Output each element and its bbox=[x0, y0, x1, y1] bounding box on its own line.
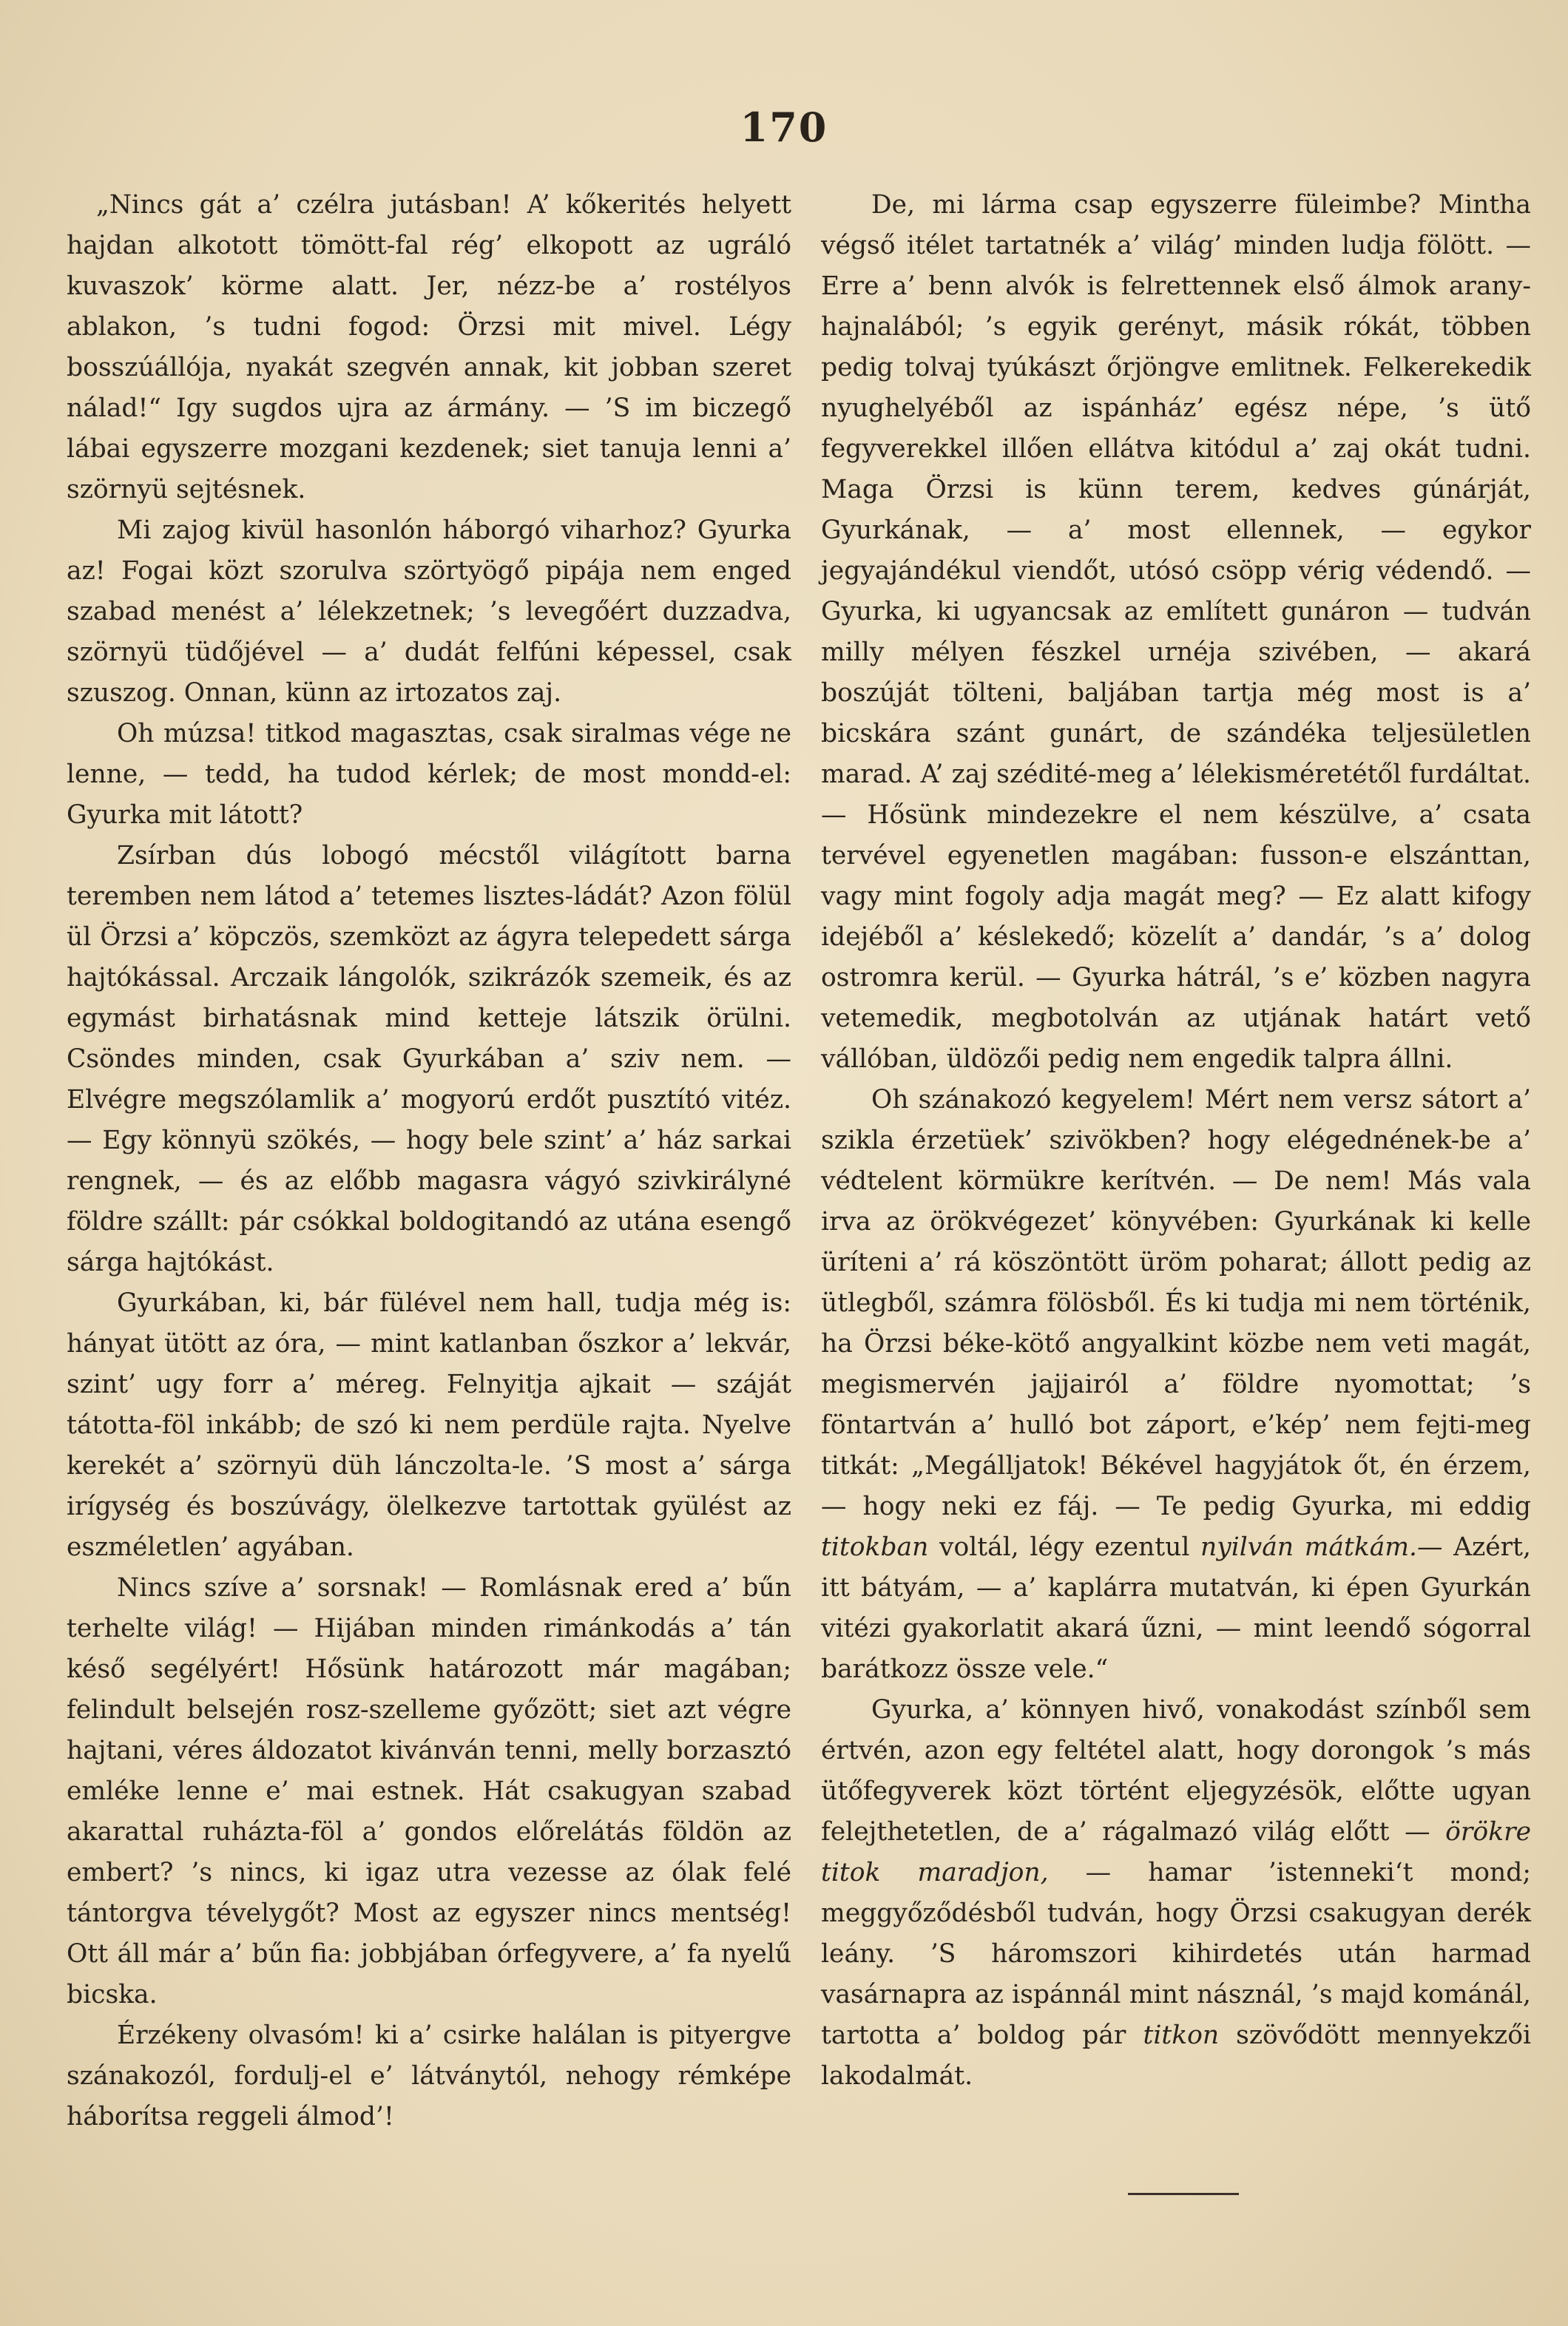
paragraph-text: szövődött mennyekzői lakodalmát. bbox=[821, 2021, 1532, 2091]
paragraph: Érzékeny olvasóm! ki a’ csirke halálan is pityergve szánakozól, fordulj-el e’ látványtól, nehogy rémképe háborítsa reggeli álmod’! bbox=[67, 2021, 791, 2131]
paragraph: Zsírban dús lobogó mécstől világított barna teremben nem látod a’ tetemes lisztes-ládát? Azon fölül ül Örzsi a’ köpczös, szemközt az ágyra telepedett sárga hajtókással. Arczaik lángolók, szikrázók szemeik, és az egymást birhatásnak mind ketteje látszik örülni. Csöndes minden, csak Gyurkában a’ sziv nem. — Elvégre megszólamlik a’ mogyorú erdőt pusztító vitéz. — Egy könnyü szökés, — hogy bele szint’ a’ ház sarkai rengnek, — és az előbb magasra vágyó szivkirályné földre szállt: pár csókkal boldogitandó az utána esengő sárga hajtókást. bbox=[67, 841, 791, 1277]
right-column bbox=[821, 185, 1531, 2097]
italic-word: nyilván mátkám. bbox=[1200, 1532, 1418, 1562]
left-column bbox=[67, 185, 791, 2137]
paragraph: „Nincs gát a’ czélra jutásban! A’ kőkerités helyett hajdan alkotott tömött-fal rég’ elkopott az ugráló kuvaszok’ körme alatt. Jer, nézz-be a’ rostélyos ablakon, ’s tudni fogod: Örzsi mit mivel. Légy bosszúállója, nyakát szegvén annak, kit jobban szeret nálad!“ Igy sugdos ujra az ármány. — ’S im biczegő lábai egyszerre mozgani kezdenek; siet tanuja lenni a’ szörnyü sejtésnek. bbox=[67, 190, 791, 504]
paragraph-text: — hamar ’istenneki‘t mond; meggyőződésből tudván, hogy Örzsi csakugyan derék leány. ’S háromszori kihirdetés után harmad vasárnapra az ispánnál mint násznál, ’s majd kománál, tartotta a’ boldog pár bbox=[821, 1858, 1531, 2050]
end-rule bbox=[1128, 2193, 1239, 2195]
paragraph: De, mi lárma csap egyszerre füleimbe? Mintha végső itélet tartatnék a’ világ’ minden ludja fölött. — Erre a’ benn alvók is felrettennek első álmok arany-hajnalából; ’s egyik gerényt, másik rókát, többen pedig tolvaj tyúkászt őrjöngve emlitnek. Felkerekedik nyughelyéből az ispánház’ egész népe, ’s ütő fegyverekkel illően ellátva kitódul a’ zaj okát tudni. Maga Örzsi is künn terem, kedves gúnárját, Gyurkának, — a’ most ellennek, — egykor jegyajándékul viendőt, utósó csöpp vérig védendő. — Gyurka, ki ugyancsak az említett gunáron — tudván milly mélyen fészkel urnéja szivében, — akará boszúját tölteni, baljában tartja még most is a’ bicskára szánt gunárt, de szándéka teljesületlen marad. A’ zaj szédité-meg a’ lélekisméretétől furdáltat. — Hősünk mindezekre el nem készülve, a’ csata tervével egyenetlen magában: fusson-e elszánttan, vagy mint fogoly adja magát meg? — Ez alatt kifogy idejéből a’ késlekedő; közelít a’ dandár, ’s a’ dolog ostromra kerül. — Gyurka hátrál, ’s e’ közben nagyra vetemedik, megbotolván az utjának határt vető vállóban, üldözői pedig nem engedik talpra állni. bbox=[821, 190, 1531, 1074]
paragraph-text: Oh szánakozó kegyelem! Mért nem versz sátort a’ szikla érzetüek’ szivökben? hogy elégednének-be a’ védtelent körmükre kerítvén. — De nem! Más vala irva az örökvégezet’ könyvében: Gyurkának ki kelle üríteni a’ rá köszöntött üröm poharat; állott pedig az ütlegből, számra fölösből. És ki tudja mi nem történik, ha Örzsi béke-kötő angyalkint közbe nem veti magát, megismervén jajjairól a’ földre nyomottat; ’s föntartván a’ hulló bot záport, e’kép’ nem fejti-meg titkát: „Megálljatok! Békével hagyjátok őt, én érzem, — hogy neki ez fáj. — Te pedig Gyurka, mi eddig bbox=[821, 1085, 1531, 1521]
italic-word: titkon bbox=[1143, 2021, 1220, 2050]
italic-word: titokban bbox=[821, 1532, 929, 1562]
paragraph-text: — Azért, itt bátyám, — a’ kaplárra mutatván, ki épen Gyurkán vitézi gyakorlatit akará űzni, — mint leendő sógorral barátkozz össze vele.“ bbox=[821, 1532, 1532, 1684]
paragraph-text: Gyurka, a’ könnyen hivő, vonakodást színből sem értvén, azon egy feltétel alatt, hogy dorongok ’s más ütőfegyverek közt történt eljegyzésök, előtte ugyan felejthetetlen, de a’ rágalmazó világ előtt — bbox=[821, 1695, 1531, 1847]
italic-phrase: örökre titok maradjon, bbox=[821, 1817, 1532, 1887]
paragraph: Oh múzsa! titkod magasztas, csak siralmas vége ne lenne, — tedd, ha tudod kérlek; de most mondd-el: Gyurka mit látott? bbox=[67, 719, 791, 830]
paragraph bbox=[821, 1080, 1531, 1690]
paragraph: Nincs szíve a’ sorsnak! — Romlásnak ered a’ bűn terhelte világ! — Hijában minden rimánkodás a’ tán késő segélyért! Hősünk határozott már magában; felindult belsején rosz-szelleme győzött; siet azt végre hajtani, véres áldozatot kivánván tenni, melly borzasztó emléke lenne e’ mai estnek. Hát csakugyan szabad akarattal ruházta-föl a’ gondos előrelátás földön az embert? ’s nincs, ki igaz utra vezesse az ólak felé tántorgva tévelygőt? Most az egyszer nincs mentség! Ott áll már a’ bűn fia: jobbjában órfegyvere, a’ fa nyelű bicska. bbox=[67, 1573, 791, 2009]
paragraph bbox=[821, 1690, 1531, 2097]
paragraph: Mi zajog kivül hasonlón háborgó viharhoz? Gyurka az! Fogai közt szorulva szörtyögő pipája nem enged szabad menést a’ lélekzetnek; ’s levegőért duzzadva, szörnyü tüdőjével — a’ dudát felfúni képessel, csak szuszog. Onnan, künn az irtozatos zaj. bbox=[67, 515, 791, 708]
paragraph-text: voltál, légy ezentul bbox=[939, 1532, 1190, 1562]
page-number: 170 bbox=[740, 104, 828, 151]
paragraph: Gyurkában, ki, bár fülével nem hall, tudja még is: hányat ütött az óra, — mint katlanban őszkor a’ lekvár, szint’ ugy forr a’ méreg. Felnyitja ajkait — száját tátotta-föl inkább; de szó ki nem perdüle rajta. Nyelve kerekét a’ szörnyü düh lánczolta-le. ’S most a’ sárga irígység és boszúvágy, ölelkezve tartottak gyülést az eszméletlen’ agyában. bbox=[67, 1288, 791, 1562]
